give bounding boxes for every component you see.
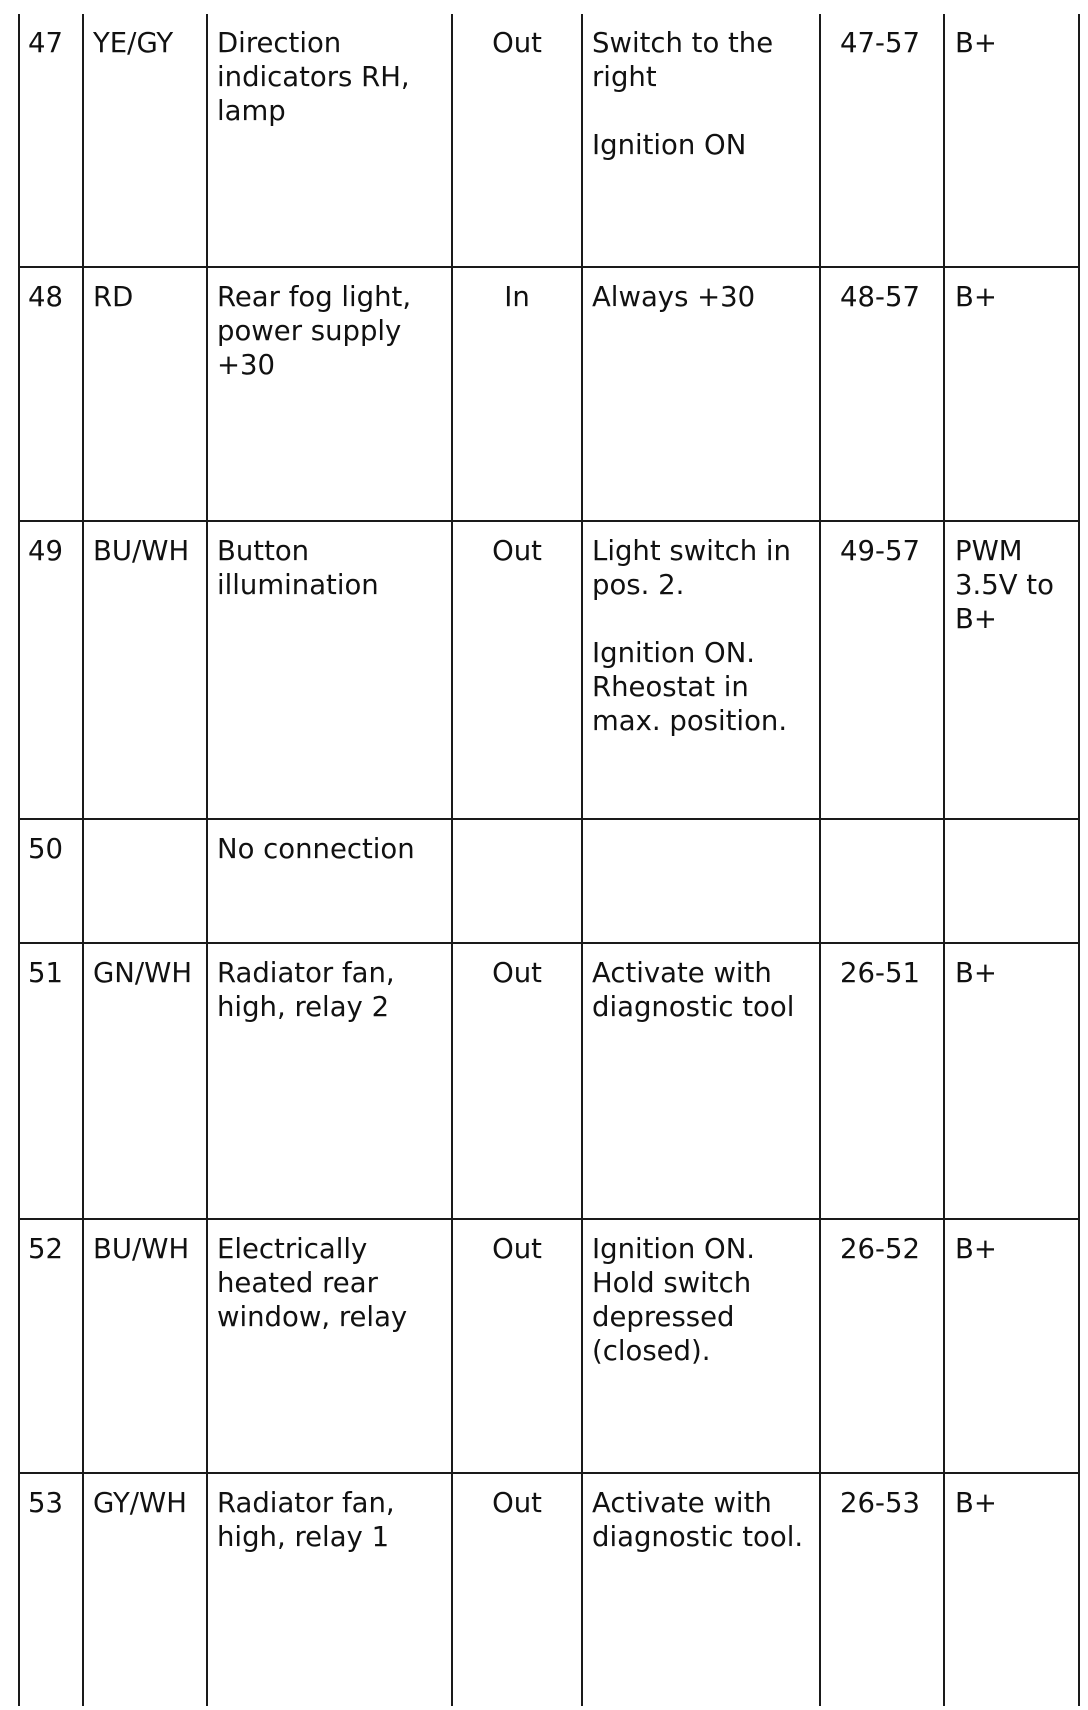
direction-cell: Out xyxy=(452,1219,582,1473)
pin-number-cell: 48 xyxy=(19,267,83,521)
nominal-value-cell: B+ xyxy=(944,1473,1079,1706)
table-row xyxy=(19,267,1079,521)
condition-text: Light switch in pos. 2. xyxy=(592,535,791,601)
measure-points-cell: 47-57 xyxy=(820,14,944,267)
description-cell: Radiator fan, high, relay 2 xyxy=(207,943,452,1219)
direction-cell: Out xyxy=(452,14,582,267)
condition-text: Activate with diagnostic tool. xyxy=(592,1487,804,1553)
condition-text: Always +30 xyxy=(592,281,756,313)
measure-points-cell: 48-57 xyxy=(820,267,944,521)
pin-number-cell: 50 xyxy=(19,819,83,943)
pin-number-cell: 52 xyxy=(19,1219,83,1473)
table-row xyxy=(19,943,1079,1219)
nominal-value-cell: B+ xyxy=(944,267,1079,521)
wire-color-cell xyxy=(83,819,207,943)
condition-text: Ignition ON xyxy=(592,129,747,161)
nominal-value-cell: PWM 3.5V to B+ xyxy=(944,521,1079,819)
description-cell: Direction indicators RH, lamp xyxy=(207,14,452,267)
wire-color-cell: GN/WH xyxy=(83,943,207,1219)
condition-cell xyxy=(582,14,820,267)
measure-points-cell: 26-52 xyxy=(820,1219,944,1473)
wire-color-cell: RD xyxy=(83,267,207,521)
description-cell: Radiator fan, high, relay 1 xyxy=(207,1473,452,1706)
measure-points-cell: 26-53 xyxy=(820,1473,944,1706)
description-cell: Rear fog light, power supply +30 xyxy=(207,267,452,521)
description-cell: No connection xyxy=(207,819,452,943)
direction-cell: Out xyxy=(452,1473,582,1706)
condition-text: Switch to the right xyxy=(592,27,774,93)
table-row xyxy=(19,1473,1079,1706)
measure-points-cell: 26-51 xyxy=(820,943,944,1219)
nominal-value-cell xyxy=(944,819,1079,943)
condition-cell xyxy=(582,1473,820,1706)
direction-cell: In xyxy=(452,267,582,521)
wire-color-cell: YE/GY xyxy=(83,14,207,267)
direction-cell xyxy=(452,819,582,943)
condition-cell xyxy=(582,267,820,521)
nominal-value-cell: B+ xyxy=(944,14,1079,267)
measure-points-cell: 49-57 xyxy=(820,521,944,819)
pin-number-cell: 53 xyxy=(19,1473,83,1706)
condition-cell xyxy=(582,819,820,943)
table-row xyxy=(19,14,1079,267)
condition-cell xyxy=(582,1219,820,1473)
condition-text: Ignition ON. Hold switch depressed (closed). xyxy=(592,1233,756,1367)
condition-text: Ignition ON. Rheostat in max. position. xyxy=(592,637,788,737)
connector-pin-table xyxy=(18,14,1080,1706)
condition-cell xyxy=(582,521,820,819)
nominal-value-cell: B+ xyxy=(944,943,1079,1219)
pin-number-cell: 51 xyxy=(19,943,83,1219)
pin-number-cell: 49 xyxy=(19,521,83,819)
description-cell: Button illumination xyxy=(207,521,452,819)
wire-color-cell: BU/WH xyxy=(83,521,207,819)
measure-points-cell xyxy=(820,819,944,943)
wire-color-cell: BU/WH xyxy=(83,1219,207,1473)
direction-cell: Out xyxy=(452,521,582,819)
direction-cell: Out xyxy=(452,943,582,1219)
description-cell: Electrically heated rear window, relay xyxy=(207,1219,452,1473)
condition-cell xyxy=(582,943,820,1219)
nominal-value-cell: B+ xyxy=(944,1219,1079,1473)
table-row xyxy=(19,1219,1079,1473)
condition-text: Activate with diagnostic tool xyxy=(592,957,795,1023)
pin-number-cell: 47 xyxy=(19,14,83,267)
table-row xyxy=(19,819,1079,943)
wire-color-cell: GY/WH xyxy=(83,1473,207,1706)
table-row xyxy=(19,521,1079,819)
